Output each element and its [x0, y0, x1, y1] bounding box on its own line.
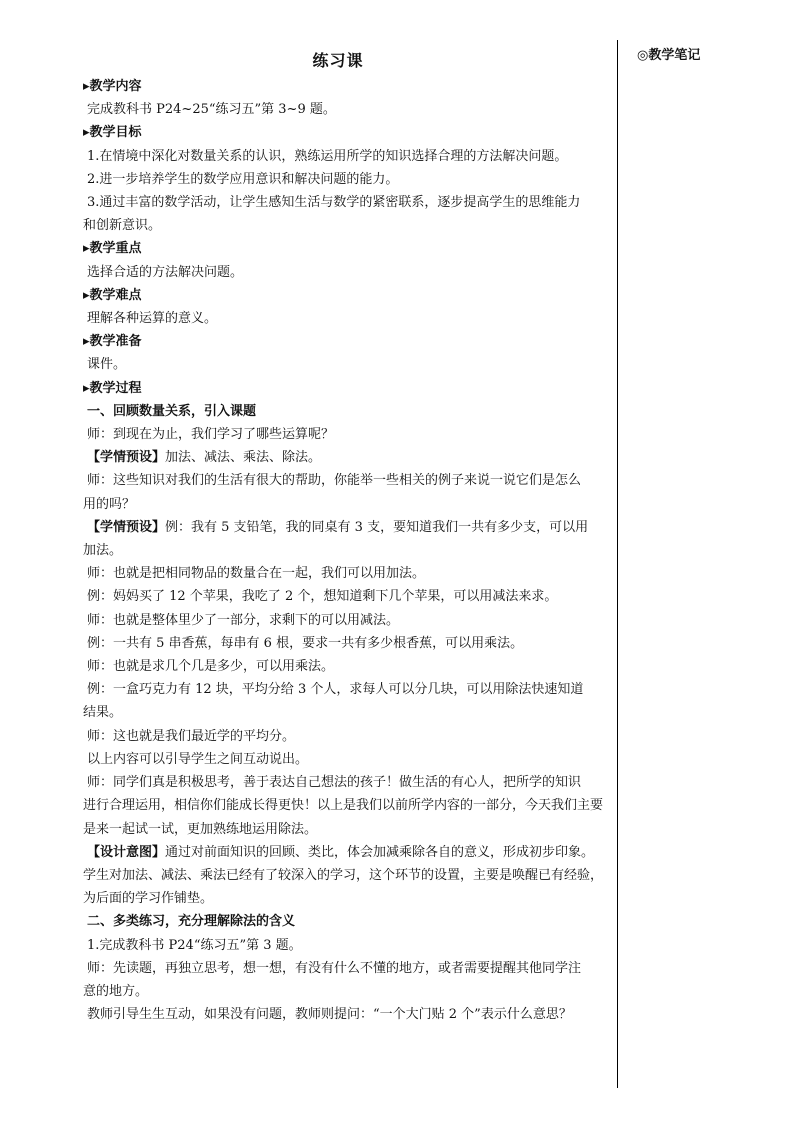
text-line: 教师引导生生互动，如果没有问题，教师则提问：“一个大门贴 2 个”表示什么意思？ [87, 1007, 572, 1023]
text-line: 用的吗？ [83, 496, 136, 512]
text-line: 进行合理运用，相信你们能成长得更快！以上是我们以前所学内容的一部分，今天我们主要 [83, 798, 604, 814]
section-heading: ▸教学难点 [83, 287, 142, 303]
text-line: 以上内容可以引导学生之间互动说出。 [87, 751, 309, 767]
text-line: 是来一起试一试，更加熟练地运用除法。 [83, 821, 318, 837]
text-line: 加法。 [83, 543, 123, 559]
text-line: 结果。 [83, 705, 123, 721]
section-heading: ▸教学目标 [83, 125, 142, 141]
page-title: 练习课 [312, 51, 364, 70]
bracket-label: 【学情预设】 [87, 450, 166, 466]
text-line: 师：也就是把相同物品的数量合在一起，我们可以用加法。 [87, 566, 426, 582]
text-line: 【学情预设】例：我有 5 支铅笔，我的同桌有 3 支，要知道我们一共有多少支，可以用 [87, 519, 589, 535]
section-heading: ▸教学重点 [83, 241, 142, 257]
text-line: 1.完成教科书 P24“练习五”第 3 题。 [87, 937, 302, 953]
text-line: 选择合适的方法解决问题。 [87, 264, 244, 280]
text-line: 课件。 [87, 357, 127, 373]
text-line: 例：一共有 5 串香蕉，每串有 6 根，要求一共有多少根香蕉，可以用乘法。 [87, 635, 524, 651]
text-line: 学生对加法、减法、乘法已经有了较深入的学习，这个环节的设置，主要是唤醒已有经验， [83, 867, 604, 883]
text-line: 例：妈妈买了 12 个苹果，我吃了 2 个，想知道剩下几个苹果，可以用减法来求。 [87, 589, 558, 605]
bracket-label: 【设计意图】 [87, 844, 166, 860]
text-line: 师：同学们真是积极思考，善于表达自己想法的孩子！做生活的有心人，把所学的知识 [87, 775, 582, 791]
text-line: 2.进一步培养学生的数学应用意识和解决问题的能力。 [87, 171, 399, 187]
text-line: 和创新意识。 [83, 218, 162, 234]
text-line: 3.通过丰富的数学活动，让学生感知生活与数学的紧密联系，逐步提高学生的思维能力 [87, 195, 581, 211]
text-line: 意的地方。 [83, 983, 149, 999]
bracket-label: 【学情预设】 [87, 519, 166, 535]
section-heading: 一、回顾数量关系，引入课题 [87, 403, 257, 419]
section-heading: ▸教学内容 [83, 79, 142, 94]
text-line: 为后面的学习作铺垫。 [83, 891, 214, 907]
text-line: 师：也就是整体里少了一部分，求剩下的可以用减法。 [87, 612, 400, 628]
lesson-content [83, 75, 613, 1026]
text-line: 师：到现在为止，我们学习了哪些运算呢？ [87, 427, 335, 443]
text-line: 【设计意图】通过对前面知识的回顾、类比，体会加减乘除各自的意义，形成初步印象。 [87, 844, 595, 860]
text-line: 1.在情境中深化对数量关系的认识，熟练运用所学的知识选择合理的方法解决问题。 [87, 148, 568, 164]
section-heading: ▸教学准备 [83, 334, 142, 350]
section-heading: ▸教学过程 [83, 380, 142, 396]
section-heading: 二、多类练习，充分理解除法的含义 [87, 914, 296, 930]
column-divider [617, 40, 618, 1088]
text-line: 师：这些知识对我们的生活有很大的帮助，你能举一些相关的例子来说一说它们是怎么 [87, 473, 582, 489]
text-line: 师：先读题，再独立思考，想一想，有没有什么不懂的地方，或者需要提醒其他同学注 [87, 960, 582, 976]
text-line: 师：也就是求几个几是多少，可以用乘法。 [87, 659, 335, 675]
text-line: 【学情预设】加法、减法、乘法、除法。 [87, 450, 322, 466]
teaching-notes-label: ◎教学笔记 [637, 48, 701, 63]
text-line: 师：这也就是我们最近学的平均分。 [87, 728, 296, 744]
lesson-plan-body [83, 47, 613, 1026]
text-line: 理解各种运算的意义。 [87, 311, 218, 327]
text-line: 例：一盒巧克力有 12 块，平均分给 3 个人，求每人可以分几块，可以用除法快速知道 [87, 682, 584, 698]
text-line: 完成教科书 P24~25“练习五”第 3~9 题。 [87, 102, 336, 118]
